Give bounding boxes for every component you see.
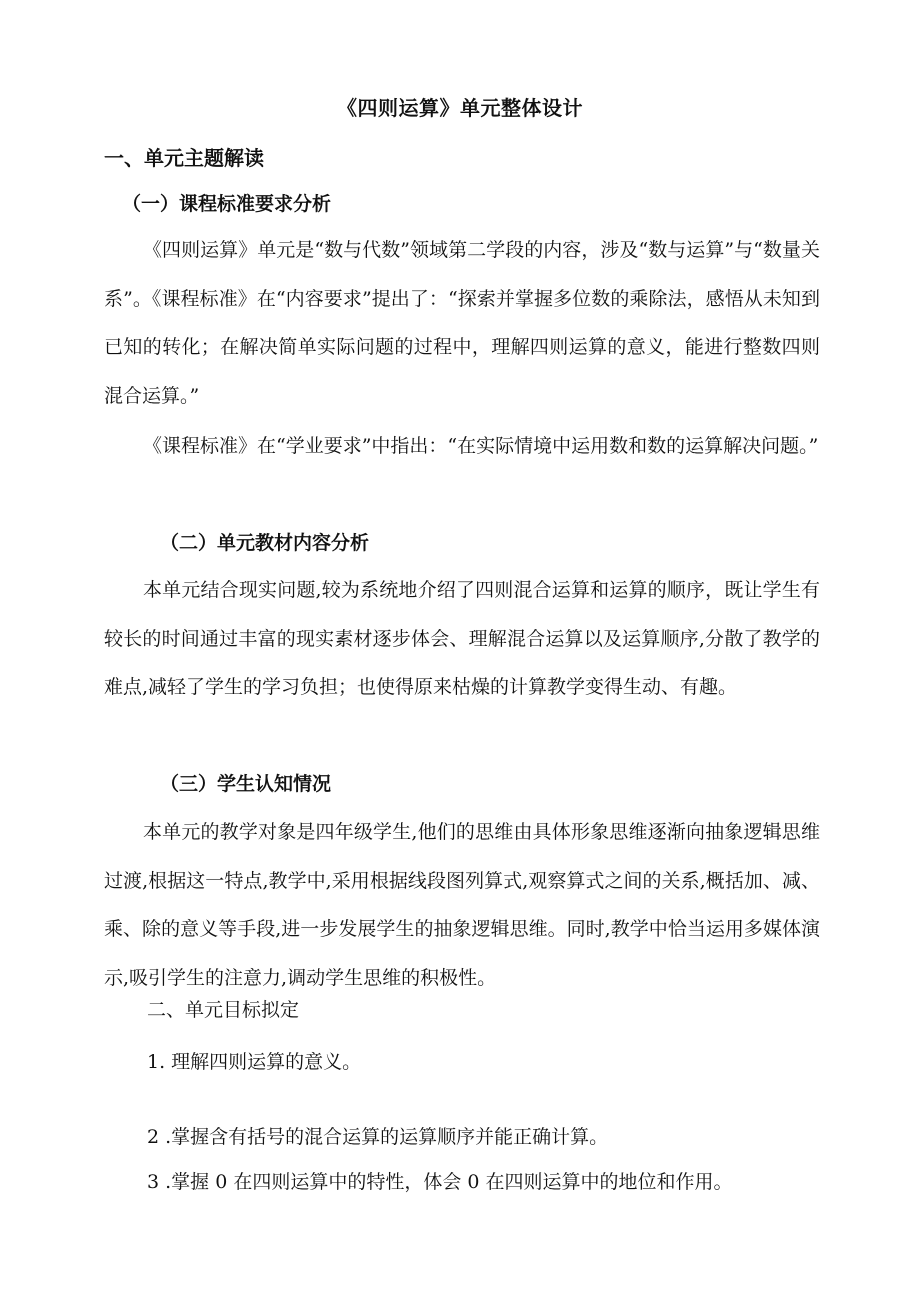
goal-item-3: 3 .掌握 0 在四则运算中的特性，体会 0 在四则运算中的地位和作用。 [147,1171,733,1193]
goal-item-2: 2 .掌握含有括号的混合运算的运算顺序并能正确计算。 [147,1126,609,1148]
subheading-curriculum-standard: （一）课程标准要求分析 [122,193,332,215]
section-heading-unit-goals: 二、单元目标拟定 [147,999,300,1021]
paragraph-textbook-analysis: 本单元结合现实问题,较为系统地介绍了四则混合运算和运算的顺序，既让学生有较长的时间通过丰富的现实素材逐步体会、理解混合运算以及运算顺序,分散了教学的难点,减轻了学生的学习负担；也使得原来枯燥的计算教学变得生动、有趣。 [104,579,820,698]
document-title: 《四则运算》单元整体设计 [337,96,583,120]
section-heading-unit-theme: 一、单元主题解读 [104,146,264,170]
subheading-textbook-analysis: （二）单元教材内容分析 [160,532,370,554]
goal-item-1: 1. 理解四则运算的意义。 [147,1051,362,1073]
subheading-student-cognition: （三）学生认知情况 [160,773,332,795]
paragraph-student-cognition: 本单元的教学对象是四年级学生,他们的思维由具体形象思维逐渐向抽象逻辑思维过渡,根据这一特点,教学中,采用根据线段图列算式,观察算式之间的关系,概括加、减、乘、除的意义等手段,进一步发展学生的抽象逻辑思维。同时,教学中恰当运用多媒体演示,吸引学生的注意力,调动学生思维的积极性。 [104,821,820,989]
paragraph-curriculum-requirements: 《四则运算》单元是“数与代数”领域第二学段的内容，涉及“数与运算”与“数量关系”。《课程标准》在“内容要求”提出了：“探索并掌握多位数的乘除法，感悟从未知到已知的转化；在解决简单实际问题的过程中，理解四则运算的意义，能进行整数四则混合运算。” [104,239,820,407]
paragraph-academic-requirements: 《课程标准》在“学业要求”中指出：“在实际情境中运用数和数的运算解决问题。” [143,435,819,457]
